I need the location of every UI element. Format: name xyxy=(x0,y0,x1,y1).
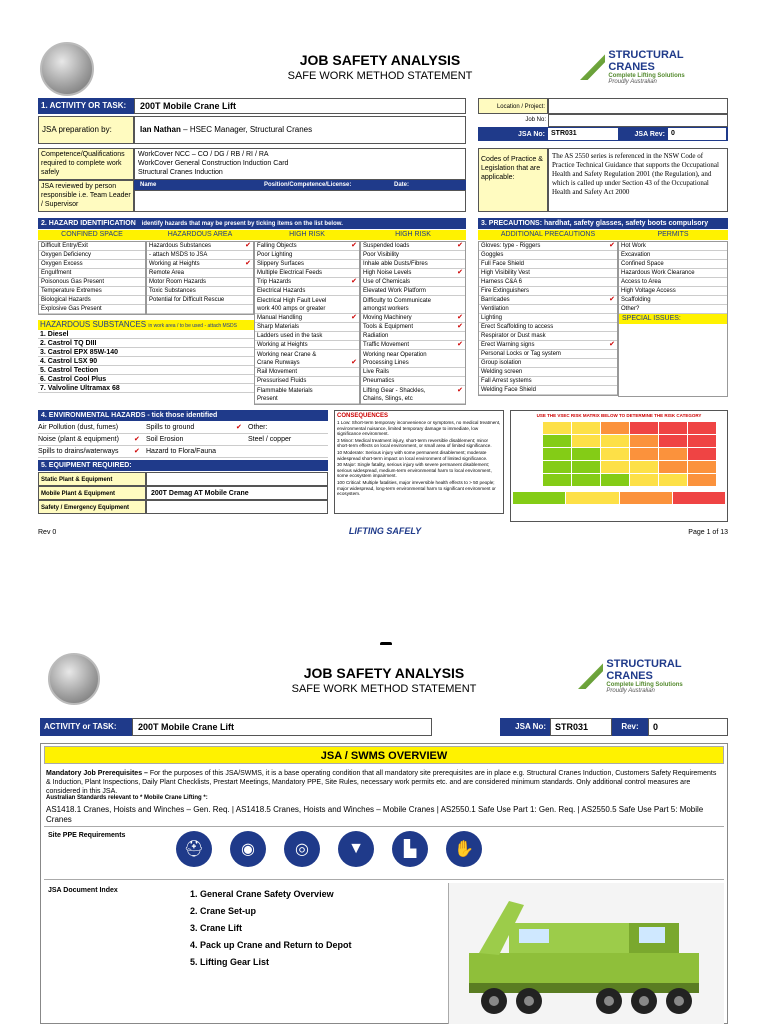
list-item[interactable]: Elevated Work Platform xyxy=(361,287,465,296)
prep-value xyxy=(134,116,466,144)
precautions-header: 3. PRECAUTIONS: hardhat, safety glasses, safety boots compulsory xyxy=(478,218,728,229)
location-label: Location / Project: xyxy=(478,98,548,114)
list-item[interactable]: High Noise Levels ✔ xyxy=(363,269,463,276)
check-icon: ✔ xyxy=(609,296,615,303)
jsa-no-value: STR031 xyxy=(548,128,618,140)
substances-header xyxy=(38,320,254,330)
list-item[interactable]: Hazardous Substances ✔ xyxy=(149,242,251,249)
mobile-crane-image xyxy=(449,883,724,1024)
codes-text: The AS 2550 series is referenced in the NSW Code of Practice Technical Guidance that supports the Occupational Health and Safety Regulation 2001 (the Regulation), and which is called up under Section 43 of the Occupational Health and Safety Act 2000 xyxy=(548,148,728,212)
standards-label: Australian Standards relevant to * Mobile Crane Lifting *: xyxy=(46,795,208,801)
list-item[interactable]: Working near Operation xyxy=(363,351,427,358)
list-item[interactable]: Multiple Electrical Feeds xyxy=(255,269,359,278)
hazardous-list xyxy=(146,241,254,315)
list-item[interactable]: Fall Arrest systems xyxy=(479,377,617,386)
hazard-header-note: identify hazards that may be present by ticking items on the list below. xyxy=(141,221,343,227)
standards-text: AS1418.1 Cranes, Hoists and Winches – Gen. Req. | AS1418.5 Cranes, Hoists and Winches – Mobile Cranes | AS2550.1 Safe Use Part 1: Gen. Req. | AS2550.5 Safe Use Part 5: Mobile Cranes xyxy=(46,805,704,824)
list-item[interactable]: Other? xyxy=(619,305,727,314)
additional-precautions-list xyxy=(478,241,618,396)
list-item[interactable]: Temperature Extremes xyxy=(39,287,145,296)
rev-label: Rev: xyxy=(612,718,648,736)
check-icon: ✔ xyxy=(134,436,140,443)
list-item[interactable]: Gloves: type - Riggers ✔ xyxy=(481,242,615,249)
list-item[interactable]: Full Face Shield xyxy=(479,260,617,269)
company-seal-logo xyxy=(40,42,94,96)
list-item[interactable]: - attach MSDS to JSA xyxy=(147,251,253,260)
list-item[interactable]: Welding Face Shield xyxy=(479,386,617,395)
list-item[interactable]: Toxic Substances xyxy=(147,287,253,296)
gloves-icon: ✋ xyxy=(446,831,482,867)
consequence-item: 10 Moderate: Serious injury with some permanent disablement; moderate widespread short-term impact on local environment of limited significance. xyxy=(337,449,488,461)
list-item[interactable]: Trip Hazards ✔ xyxy=(257,278,357,285)
list-item[interactable]: Biological Hazards xyxy=(39,296,145,305)
list-item[interactable]: Explosive Gas Present xyxy=(39,305,145,314)
high-risk-list-2 xyxy=(360,241,466,405)
list-item[interactable]: High Voltage Access xyxy=(619,287,727,296)
ppe-divider xyxy=(44,826,724,827)
list-item[interactable]: Poisonous Gas Present xyxy=(39,278,145,287)
list-item[interactable]: work 400 amps or greater xyxy=(255,305,359,314)
list-item[interactable]: Erect Warning signs ✔ xyxy=(481,341,615,348)
rev-col-position: Position/Competence/License: xyxy=(264,182,352,188)
check-icon: ✔ xyxy=(351,278,357,285)
list-item: 6. Castrol Cool Plus xyxy=(38,375,254,384)
list-item[interactable]: Access to Area xyxy=(619,278,727,287)
list-item[interactable]: High Visibility Vest xyxy=(479,269,617,278)
list-item[interactable]: Chains, Slings, etc xyxy=(361,395,465,404)
crane-mark-icon xyxy=(578,663,603,689)
special-issues-field[interactable] xyxy=(619,324,727,396)
index-list xyxy=(190,886,440,971)
consequence-item: 1 Low: Short-term temporary inconvenience or symptoms, no medical treatment, environmental nuisance, limited temporary damage to immediate, low significance environment. xyxy=(337,420,501,437)
list-item[interactable]: Pressurised Fluids xyxy=(255,377,359,386)
list-item[interactable]: Excavation xyxy=(619,251,727,260)
env-item[interactable]: Hazard to Flora/Fauna xyxy=(146,448,217,455)
list-item[interactable]: Rail Movement xyxy=(255,368,359,377)
list-item[interactable]: Moving Machinery ✔ xyxy=(363,314,463,321)
list-item[interactable]: Sharp Materials xyxy=(255,323,359,332)
risk-matrix-legend xyxy=(513,492,725,504)
env-header-note: - tick those identified xyxy=(147,412,218,419)
check-icon: ✔ xyxy=(245,242,251,249)
check-icon: ✔ xyxy=(245,260,251,267)
env-grid xyxy=(38,422,328,458)
page-subtitle: SAFE WORK METHOD STATEMENT xyxy=(291,683,477,695)
rev-col-date: Date: xyxy=(394,182,410,188)
check-icon: ✔ xyxy=(457,386,463,394)
list-item[interactable]: Use of Chemicals xyxy=(361,278,465,287)
col-high1-header: HIGH RISK xyxy=(254,230,360,240)
list-item[interactable]: Falling Objects ✔ xyxy=(257,242,357,249)
list-item[interactable]: Welding screen xyxy=(479,368,617,377)
risk-matrix-title: USE THE VSEC RISK MATRIX BELOW TO DETERMINE THE RISK CATEGORY xyxy=(536,413,702,418)
col-permits-header: PERMITS xyxy=(618,230,728,240)
check-icon: ✔ xyxy=(457,314,463,321)
activity-label: 1. ACTIVITY OR TASK: xyxy=(38,98,134,114)
list-item[interactable]: Poor Visibility xyxy=(361,251,465,260)
competence-line: Structural Cranes Induction xyxy=(138,169,223,176)
env-item[interactable]: Steel / copper xyxy=(248,436,292,443)
hi-vis-vest-icon: ▼ xyxy=(338,831,374,867)
index-item[interactable]: 3. Crane Lift xyxy=(190,923,243,933)
consequence-item: 3 Minor: Medical treatment injury, short-term reversible disablement; minor short-term effects on local environment, or small area of limited significance. xyxy=(337,437,492,449)
list-item[interactable]: Lighting xyxy=(479,314,617,323)
prereq-label: Mandatory Job Prerequisites – xyxy=(46,770,148,777)
index-item[interactable]: 4. Pack up Crane and Return to Depot xyxy=(190,940,352,950)
list-item[interactable]: Potential for Difficult Rescue xyxy=(147,296,253,305)
check-icon: ✔ xyxy=(236,424,242,431)
list-item[interactable]: Barricades ✔ xyxy=(481,296,615,303)
equip-mobile-value[interactable]: 200T Demag AT Mobile Crane xyxy=(146,486,328,500)
index-item[interactable]: 5. Lifting Gear List xyxy=(190,957,270,967)
list-item[interactable]: Traffic Movement ✔ xyxy=(363,341,463,348)
prep-name: Ian Nathan xyxy=(140,125,181,134)
ear-protection-icon: ◎ xyxy=(284,831,320,867)
list-item[interactable]: Motor Room Hazards xyxy=(147,278,253,287)
col-high2-header: HIGH RISK xyxy=(360,230,466,240)
list-item[interactable]: Crane Runways ✔ xyxy=(257,359,357,366)
check-icon: ✔ xyxy=(457,341,463,348)
list-item[interactable]: Flammable Materials xyxy=(257,387,313,394)
consequences-title: CONSEQUENCES xyxy=(337,413,389,419)
env-item[interactable]: Noise (plant & equipment) xyxy=(38,436,119,443)
list-item[interactable]: Suspended loads ✔ xyxy=(363,242,463,249)
special-issues-header: SPECIAL ISSUES: xyxy=(619,314,727,324)
list-item: 2. Castrol TQ DIII xyxy=(38,339,254,348)
list-item[interactable]: Processing Lines xyxy=(361,359,465,368)
risk-matrix-grid xyxy=(543,422,725,486)
list-item[interactable]: Difficulty to Communicate xyxy=(363,297,431,304)
overview-title: JSA / SWMS OVERVIEW xyxy=(44,746,724,764)
check-icon: ✔ xyxy=(351,359,357,366)
list-item[interactable]: Electrical Hazards xyxy=(255,287,359,296)
activity-value: 200T Mobile Crane Lift xyxy=(134,98,466,114)
risk-matrix xyxy=(510,410,728,522)
list-item[interactable]: Ladders used in the task xyxy=(255,332,359,341)
substances-list xyxy=(38,330,254,393)
crane-mark-icon xyxy=(580,54,605,80)
page-subtitle: SAFE WORK METHOD STATEMENT xyxy=(287,70,473,82)
substances-title: HAZARDOUS SUBSTANCES xyxy=(40,320,147,329)
jsa-no-label: JSA No: xyxy=(500,718,550,736)
rev-value: 0 xyxy=(648,718,728,736)
list-item[interactable]: Confined Space xyxy=(619,260,727,269)
list-item[interactable]: Harness C&A 6 xyxy=(479,278,617,287)
jsa-rev-value: 0 xyxy=(668,128,726,140)
hard-hat-icon: ⛑ xyxy=(176,831,212,867)
list-item: 1. Diesel xyxy=(38,330,254,339)
col-hazardous-header: HAZARDOUS AREA xyxy=(146,230,254,240)
env-item[interactable]: Soil Erosion xyxy=(146,436,184,443)
list-item[interactable]: Hazardous Work Clearance xyxy=(619,269,727,278)
list-item[interactable]: Oxygen Deficiency xyxy=(39,251,145,260)
codes-label: Codes of Practice & Legislation that are applicable: xyxy=(478,148,548,212)
check-icon: ✔ xyxy=(609,242,615,249)
list-item[interactable]: Remote Area xyxy=(147,269,253,278)
env-item[interactable]: Other: xyxy=(248,424,268,431)
list-item[interactable]: Present xyxy=(255,395,359,404)
check-icon: ✔ xyxy=(457,269,463,276)
equip-safety-label: Safety / Emergency Equipment xyxy=(38,500,146,514)
index-item[interactable]: 1. General Crane Safety Overview xyxy=(190,889,334,899)
equip-header: 5. EQUIPMENT REQUIRED: xyxy=(38,460,328,471)
list-item[interactable]: Personal Locks or Tag system xyxy=(479,350,617,359)
prep-role: – HSEC Manager, Structural Cranes xyxy=(183,125,313,134)
check-icon: ✔ xyxy=(134,448,140,455)
list-item[interactable]: Working at Heights ✔ xyxy=(149,260,251,267)
competence-line: WorkCover General Construction Induction Card xyxy=(138,160,289,167)
list-item[interactable]: amongst workers xyxy=(361,305,465,314)
list-item[interactable]: Group isolation xyxy=(479,359,617,368)
list-item[interactable]: Live Rails xyxy=(361,368,465,377)
competence-line: WorkCover NCC – CO / DG / RB / RI / RA xyxy=(138,151,269,158)
list-item[interactable]: Working near Crane & xyxy=(257,351,317,358)
ppe-label: Site PPE Requirements xyxy=(48,832,126,839)
reviewed-label: JSA reviewed by person responsible i.e. Team Leader / Supervisor xyxy=(38,180,134,212)
equip-mobile-label: Mobile Plant & Equipment xyxy=(38,486,146,500)
permits-list xyxy=(618,241,728,397)
list-item[interactable]: Fire Extinguishers xyxy=(479,287,617,296)
page-title: JOB SAFETY ANALYSIS xyxy=(299,52,461,68)
list-item[interactable]: Difficult Entry/Exit xyxy=(39,242,145,251)
structural-cranes-logo xyxy=(578,658,728,694)
index-item[interactable]: 2. Crane Set-up xyxy=(190,906,257,916)
prereq xyxy=(46,769,722,796)
jsa-no-row xyxy=(478,127,728,141)
list-item[interactable]: Manual Handling ✔ xyxy=(257,314,357,321)
brand-tag: Complete Lifting Solutions xyxy=(608,73,685,79)
env-header xyxy=(38,410,328,421)
jsa-no-value: STR031 xyxy=(550,718,612,736)
brand-name: STRUCTURAL CRANES xyxy=(606,658,682,682)
hazard-header xyxy=(38,218,466,229)
footer-center: LIFTING SAFELY xyxy=(348,526,422,536)
structural-cranes-logo xyxy=(580,49,730,85)
list-item[interactable] xyxy=(147,305,253,314)
env-item[interactable]: Spills to drains/waterways xyxy=(38,448,119,455)
index-label: JSA Document Index xyxy=(48,887,118,894)
jsa-no-label: JSA No: xyxy=(518,130,545,138)
prep-label: JSA preparation by: xyxy=(38,116,134,144)
col-confined-header: CONFINED SPACE xyxy=(38,230,146,240)
list-item[interactable]: Slippery Surfaces xyxy=(255,260,359,269)
ppe-icons xyxy=(176,831,482,867)
activity-label: ACTIVITY or TASK: xyxy=(40,718,132,736)
env-row xyxy=(38,434,328,446)
page-gap xyxy=(0,545,768,645)
list-item[interactable]: Engulfment xyxy=(39,269,145,278)
consequence-item: 30 Major: Single fatality, serious injury with severe permanent disablement; serious widespread, medium-term environmental harm to local environment, some ecosystem impairment. xyxy=(337,462,492,479)
company-seal-logo xyxy=(48,653,100,705)
list-item[interactable]: Hot Work xyxy=(619,242,727,251)
list-item[interactable]: Poor Lighting xyxy=(255,251,359,260)
list-item[interactable]: Radiation xyxy=(361,332,465,341)
list-item[interactable]: Goggles xyxy=(479,251,617,260)
reviewed-fields[interactable] xyxy=(134,190,466,212)
ppe-divider xyxy=(44,879,724,880)
list-item: 7. Valvoline Ultramax 68 xyxy=(38,384,254,393)
env-row xyxy=(38,422,328,434)
competence-value xyxy=(134,148,466,180)
list-item[interactable]: Scaffolding xyxy=(619,296,727,305)
consequences-box xyxy=(334,410,504,514)
list-item[interactable]: Respirator or Dust mask xyxy=(479,332,617,341)
high-risk-list-1 xyxy=(254,241,360,405)
list-item[interactable]: Tools & Equipment ✔ xyxy=(363,323,463,330)
reviewed-header xyxy=(134,180,466,190)
page-2 xyxy=(0,645,768,1024)
brand-slogan: Proudly Australian xyxy=(606,688,655,694)
safety-glasses-icon: ◉ xyxy=(230,831,266,867)
competence-label: Competence/Qualifications required to complete work safely xyxy=(38,148,134,180)
list-item: 4. Castrol LSX 90 xyxy=(38,357,254,366)
check-icon: ✔ xyxy=(351,314,357,321)
list-item[interactable]: Electrical High Fault Level xyxy=(257,297,327,304)
check-icon: ✔ xyxy=(351,242,357,249)
hazard-header-title: 2. HAZARD IDENTIFICATION xyxy=(41,220,136,227)
list-item[interactable]: Working at Heights xyxy=(255,341,359,350)
check-icon: ✔ xyxy=(457,242,463,249)
equip-safety-value[interactable] xyxy=(146,500,328,514)
check-icon: ✔ xyxy=(457,323,463,330)
job-value[interactable] xyxy=(548,114,728,127)
crane-photo xyxy=(448,883,724,1024)
footer-page: Page 1 of 13 xyxy=(688,529,728,536)
rev-col-name: Name xyxy=(140,182,157,188)
list-item[interactable]: Oxygen Excess xyxy=(39,260,145,269)
consequence-item: 100 Critical: Multiple fatalities, major irreversible health effects to > 50 people; major widespread, long-term environmental harm to significant environment or ecosystem. xyxy=(337,479,496,497)
list-item[interactable]: Ventilation xyxy=(479,305,617,314)
prereq-text: For the purposes of this JSA/SWMS, it is a base operating condition that all mandatory site prerequisites are in place e.g. Structural Cranes Induction, Customers Safety Requirements & Induction, Plant Inspections, Daily Plant Checklists, Prestart Meetings, Mandatory PPE, Site Rules, necessary work permits etc. and are considered minimum standards. Only additional control measures are considered in this JSA. xyxy=(46,770,717,795)
env-header-title: 4. ENVIRONMENTAL HAZARDS xyxy=(41,412,146,419)
page-title: JOB SAFETY ANALYSIS xyxy=(303,665,465,681)
list-item: 3. Castrol EPX 85W-140 xyxy=(38,348,254,357)
env-row xyxy=(38,446,328,458)
brand-name: STRUCTURAL CRANES xyxy=(608,49,684,73)
safety-boots-icon: ▙ xyxy=(392,831,428,867)
list-item[interactable]: Lifting Gear - Shackles, ✔ xyxy=(363,386,463,394)
list-item: 5. Castrol Tection xyxy=(38,366,254,375)
jsa-rev-label: JSA Rev: xyxy=(634,130,665,138)
col-additional-header: ADDITIONAL PRECAUTIONS xyxy=(478,230,618,240)
brand-slogan: Proudly Australian xyxy=(608,79,657,85)
job-label: Job No: xyxy=(525,117,546,123)
equip-static-value[interactable] xyxy=(146,472,328,486)
location-value[interactable] xyxy=(548,98,728,114)
check-icon: ✔ xyxy=(609,341,615,348)
brand-tag: Complete Lifting Solutions xyxy=(606,682,683,688)
list-item[interactable]: Inhale able Dusts/Fibres xyxy=(361,260,465,269)
list-item[interactable]: Pneumatics xyxy=(361,377,465,386)
confined-list xyxy=(38,241,146,315)
footer-rev: Rev 0 xyxy=(38,529,57,536)
env-item[interactable]: Air Pollution (dust, fumes) xyxy=(38,424,119,431)
list-item[interactable]: Erect Scaffolding to access xyxy=(479,323,617,332)
equip-static-label: Static Plant & Equipment xyxy=(38,472,146,486)
activity-value: 200T Mobile Crane Lift xyxy=(132,718,432,736)
substances-note: in work area / to be used - attach MSDS xyxy=(148,323,237,329)
env-item[interactable]: Spills to ground xyxy=(146,424,195,431)
